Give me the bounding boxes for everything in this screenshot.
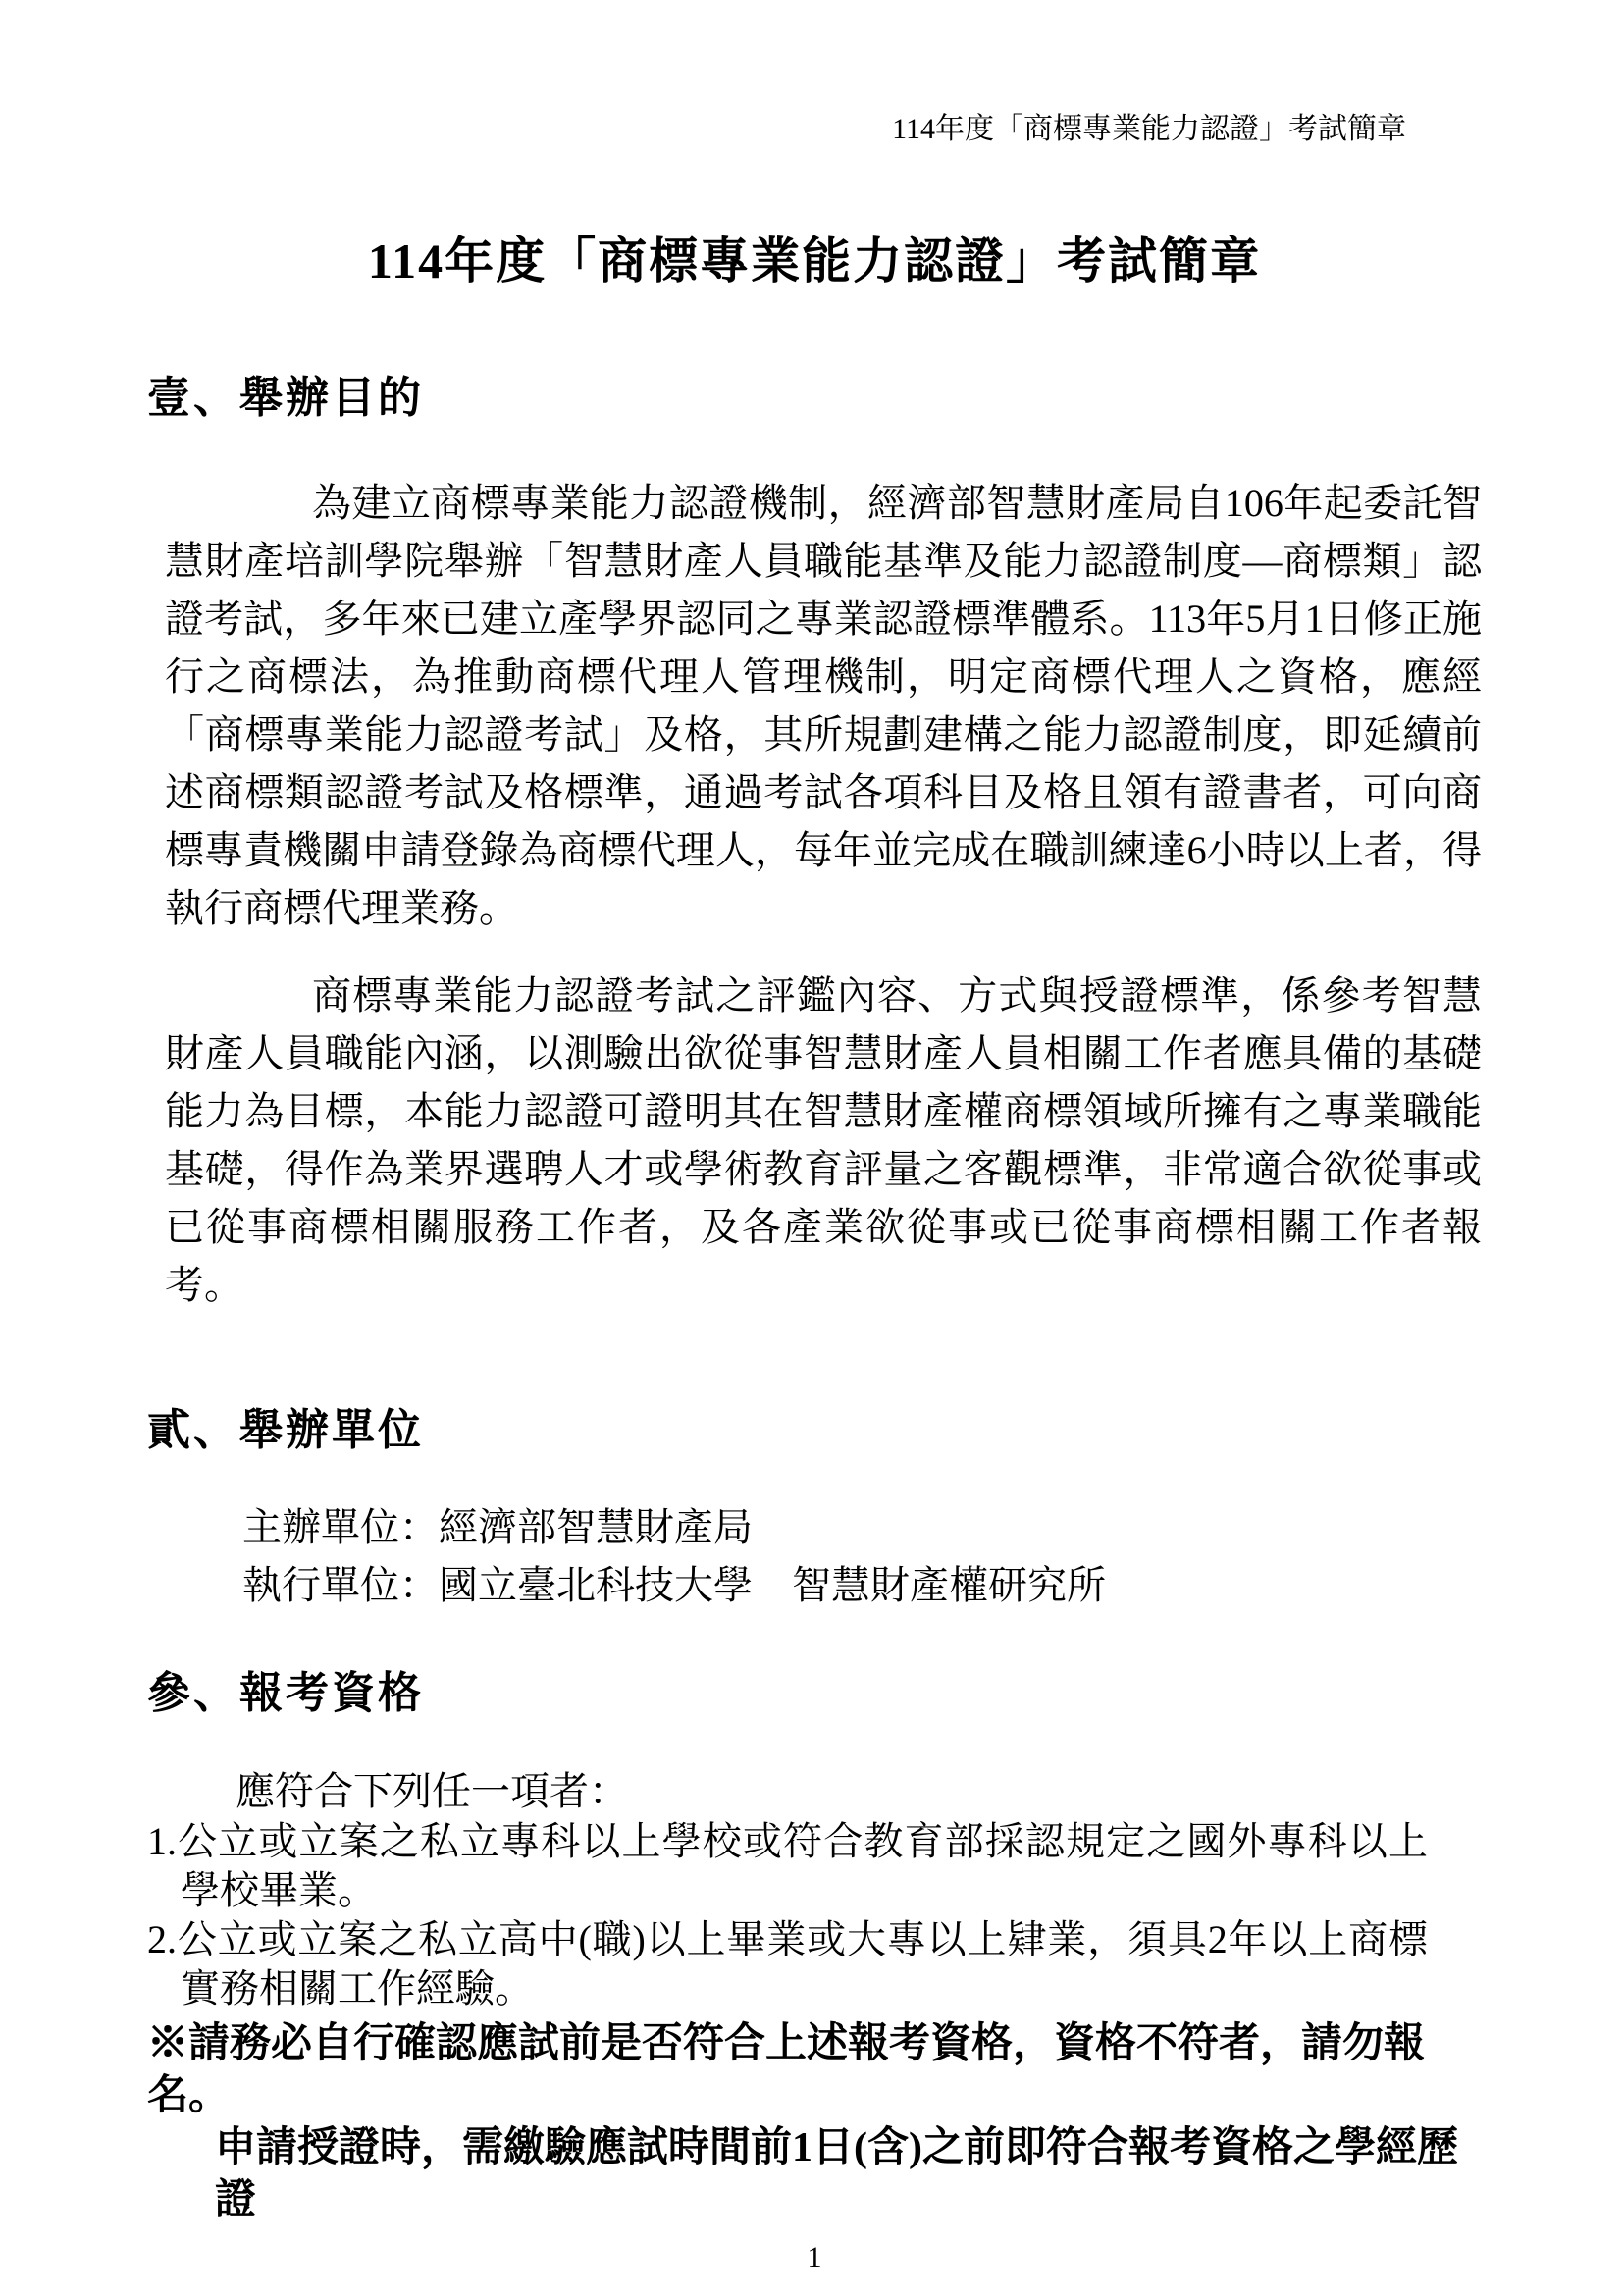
running-header: 114年度「商標專業能力認證」考試簡章 (892, 113, 1406, 145)
eligibility-note-line-1: ※請務必自行確認應試前是否符合上述報考資格，資格不符者，請勿報名。 (147, 2021, 1426, 2118)
section-eligibility-heading: 參、報考資格 (147, 1669, 424, 1717)
section-purpose (147, 370, 1482, 1314)
document-title: 114年度「商標專業能力認證」考試簡章 (367, 234, 1262, 288)
page-number: 1 (807, 2241, 822, 2273)
purpose-paragraph-1: 為建立商標專業能力認證機制，經濟部智慧財產局自106年起委託智慧財產培訓學院舉辦「智慧財產人員職能基準及能力認證制度—商標類」認證考試，多年來已建立產學界認同之專業認證標準體系。113年5月1日修正施行之商標法，為推動商標代理人管理機制，明定商標代理人之資格，應經「商標專業能力認證考試」及格，其所規劃建構之能力認證制度，即延續前述商標類認證考試及格標準，通過考試各項科目及格且領有證書者，可向商標專責機關申請登錄為商標代理人，每年並完成在職訓練達6小時以上者，得執行商標代理業務。 (165, 481, 1482, 930)
section-organizers (147, 1402, 1482, 1614)
host-organizer-line: 主辦單位：經濟部智慧財產局 (242, 1505, 753, 1549)
section-organizers-heading: 貳、舉辦單位 (147, 1406, 424, 1454)
eligibility-intro: 應符合下列任一項者： (236, 1769, 628, 1813)
eligibility-note-line-2: 申請授證時，需繳驗應試時間前1日(含)之前即符合報考資格之學經歷證 (215, 2125, 1458, 2222)
executing-organizer-line: 執行單位：國立臺北科技大學 智慧財產權研究所 (242, 1563, 1106, 1607)
eligibility-item-2: 2.公立或立案之私立高中(職)以上畢業或大專以上肄業，須具2年以上商標實務相關工作經驗。 (147, 1917, 1428, 2010)
purpose-paragraph-2: 商標專業能力認證考試之評鑑內容、方式與授證標準，係參考智慧財產人員職能內涵，以測驗出欲從事智慧財產人員相關工作者應具備的基礎能力為目標，本能力認證可證明其在智慧財產權商標領域所擁有之專業職能基礎，得作為業界選聘人才或學術教育評量之客觀標準，非常適合欲從事或已從事商標相關服務工作者，及各產業欲從事或已從事商標相關工作者報考。 (165, 973, 1482, 1307)
eligibility-item-1: 1.公立或立案之私立專科以上學校或符合教育部採認規定之國外專科以上學校畢業。 (147, 1819, 1428, 1912)
section-purpose-heading: 壹、舉辦目的 (147, 374, 424, 422)
section-eligibility (147, 1665, 1482, 2226)
